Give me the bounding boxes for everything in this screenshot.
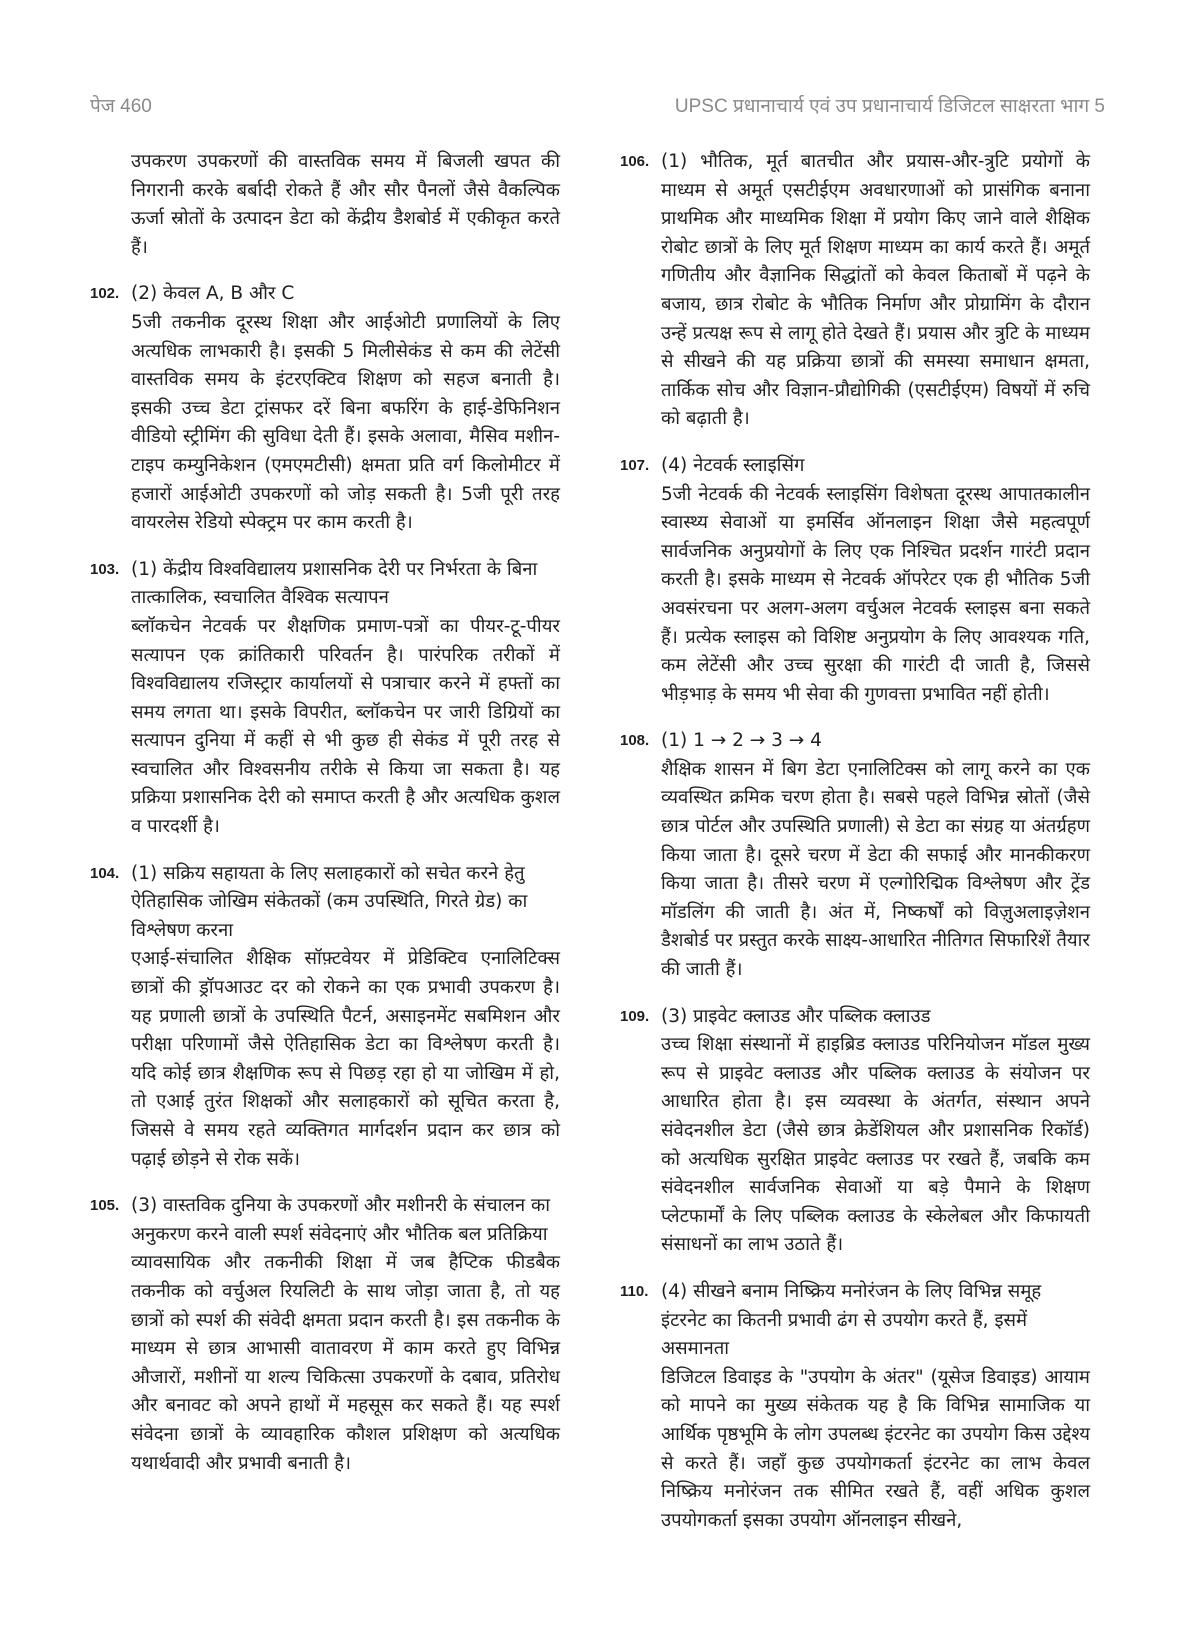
answer-item-107: [620, 452, 1090, 709]
answer-option: (1) केंद्रीय विश्वविद्यालय प्रशासनिक देरी पर निर्भरता के बिना तात्कालिक, स्वचालित वैश्विक सत्यापन: [131, 558, 538, 609]
answer-item-102: [90, 280, 560, 537]
answer-explanation: एआई-संचालित शैक्षिक सॉफ़्टवेयर में प्रेडिक्टिव एनालिटिक्स छात्रों की ड्रॉपआउट दर को रोकने का एक प्रभावी उपकरण है। यह प्रणाली छात्रों के उपस्थिति पैटर्न, असाइनमेंट सबमिशन और परीक्षा परिणामों जैसे ऐतिहासिक डेटा का विश्लेषण करती है। यदि कोई छात्र शैक्षणिक रूप से पिछड़ रहा हो या जोखिम में हो, तो एआई तुरंत शिक्षकों और सलाहकारों को सूचित करता है, जिससे वे समय रहते व्यक्तिगत मार्गदर्शन प्रदान कर छात्र को पढ़ाई छोड़ने से रोक सकें।: [131, 948, 560, 1170]
answer-item-104: [90, 860, 560, 1175]
answer-option: (3) प्राइवेट क्लाउड और पब्लिक क्लाउड: [661, 1005, 931, 1027]
answer-explanation: शैक्षिक शासन में बिग डेटा एनालिटिक्स को लागू करने का एक व्यवस्थित क्रमिक चरण होता है। सबसे पहले विभिन्न स्रोतों (जैसे छात्र पोर्टल और उपस्थिति प्रणाली) से डेटा का संग्रह या अंतर्ग्रहण किया जाता है। दूसरे चरण में डेटा की सफाई और मानकीकरण किया जाता है। तीसरे चरण में एल्गोरिद्मिक विश्लेषण और ट्रेंड मॉडलिंग की जाती है। अंत में, निष्कर्षों को विज़ुअलाइज़ेशन डैशबोर्ड पर प्रस्तुत करके साक्ष्य-आधारित नीतिगत सिफारिशें तैयार की जाती हैं।: [661, 758, 1090, 981]
answer-option: (2) केवल A, B और C: [131, 283, 295, 305]
answer-item-109: [620, 1003, 1090, 1260]
answer-explanation: 5जी तकनीक दूरस्थ शिक्षा और आईओटी प्रणालियों के लिए अत्यधिक लाभकारी है। इसकी 5 मिलीसेकंड से कम की लेटेंसी वास्तविक समय के इंटरएक्टिव शिक्षण को सहज बनाती है। इसकी उच्च डेटा ट्रांसफर दरें बिना बफरिंग के हाई-डेफिनिशन वीडियो स्ट्रीमिंग की सुविधा देती हैं। इसके अलावा, मैसिव मशीन-टाइप कम्युनिकेशन (एमएमटीसी) क्षमता प्रति वर्ग किलोमीटर में हजारों आईओटी उपकरणों को जोड़ सकती है। 5जी पूरी तरह वायरलेस रेडियो स्पेक्ट्रम पर काम करती है।: [131, 311, 560, 534]
answer-explanation: डिजिटल डिवाइड के "उपयोग के अंतर" (यूसेज डिवाइड) आयाम को मापने का मुख्य संकेतक यह है कि विभिन्न सामाजिक या आर्थिक पृष्ठभूमि के लोग उपलब्ध इंटरनेट का उपयोग किस उद्देश्य से करते हैं। जहाँ कुछ उपयोगकर्ता इंटरनेट का लाभ केवल निष्क्रिय मनोरंजन तक सीमित रखते हैं, वहीं अधिक कुशल उपयोगकर्ता इसका उपयोग ऑनलाइन सीखने,: [661, 1366, 1090, 1531]
book-title: UPSC प्रधानाचार्य एवं उप प्रधानाचार्य डिजिटल साक्षरता भाग 5: [674, 96, 1105, 117]
question-number: 110.: [620, 1282, 649, 1300]
answer-explanation: उच्च शिक्षा संस्थानों में हाइब्रिड क्लाउड परिनियोजन मॉडल मुख्य रूप से प्राइवेट क्लाउड और पब्लिक क्लाउड के संयोजन पर आधारित होता है। इस व्यवस्था के अंतर्गत, संस्थान अपने संवेदनशील डेटा (जैसे छात्र क्रेडेंशियल और प्रशासनिक रिकॉर्ड) को अत्यधिक सुरक्षित प्राइवेट क्लाउड पर रखते हैं, जबकि कम संवेदनशील सार्वजनिक सेवाओं या बड़े पैमाने के शिक्षण प्लेटफार्मों के लिए पब्लिक क्लाउड के स्केलेबल और किफायती संसाधनों का लाभ उठाते हैं।: [661, 1034, 1090, 1256]
question-number: 103.: [90, 560, 120, 578]
answer-option: (4) सीखने बनाम निष्क्रिय मनोरंजन के लिए विभिन्न समूह इंटरनेट का कितनी प्रभावी ढंग से उपयोग करते हैं, इसमें असमानता: [661, 1280, 1042, 1360]
page-header: [90, 92, 1105, 118]
answer-item-105: [90, 1192, 560, 1478]
page-number: पेज 460: [90, 96, 152, 117]
answer-option: (3) वास्तविक दुनिया के उपकरणों और मशीनरी के संचालन का अनुकरण करने वाली स्पर्श संवेदनाएं और भौतिक बल प्रतिक्रिया: [131, 1195, 551, 1245]
answer-explanation: ब्लॉकचेन नेटवर्क पर शैक्षणिक प्रमाण-पत्रों का पीयर-टू-पीयर सत्यापन एक क्रांतिकारी परिवर्तन है। पारंपरिक तरीकों में विश्वविद्यालय रजिस्ट्रार कार्यालयों से पत्राचार करने में हफ्तों का समय लगता था। इसके विपरीत, ब्लॉकचेन पर जारी डिग्रियों का सत्यापन दुनिया में कहीं से भी कुछ ही सेकंड में पूरी तरह से स्वचालित और विश्वसनीय तरीके से किया जा सकता है। यह प्रक्रिया प्रशासनिक देरी को समाप्त करती है और अत्यधिक कुशल व पारदर्शी है।: [131, 615, 560, 838]
question-number: 106.: [620, 153, 650, 170]
question-number: 102.: [90, 285, 120, 303]
question-number: 107.: [620, 456, 650, 474]
answer-explanation: 5जी नेटवर्क की नेटवर्क स्लाइसिंग विशेषता दूरस्थ आपातकालीन स्वास्थ्य सेवाओं या इमर्सिव ऑनलाइन शिक्षा जैसे महत्वपूर्ण सार्वजनिक अनुप्रयोगों के लिए एक निश्चित प्रदर्शन गारंटी प्रदान करती है। इसके माध्यम से नेटवर्क ऑपरेटर एक ही भौतिक 5जी अवसंरचना पर अलग-अलग वर्चुअल नेटवर्क स्लाइस बना सकते हैं। प्रत्येक स्लाइस को विशिष्ट अनुप्रयोग के लिए आवश्यक गति, कम लेटेंसी और उच्च सुरक्षा की गारंटी दी जाती है, जिससे भीड़भाड़ के समय भी सेवा की गुणवत्ता प्रभावित नहीं होती।: [661, 483, 1090, 705]
answer-item-103: [90, 556, 560, 842]
answer-item-106: [620, 148, 1090, 434]
answer-explanation: व्यावसायिक और तकनीकी शिक्षा में जब हैप्टिक फीडबैक तकनीक को वर्चुअल रियलिटी के साथ जोड़ा जाता है, तो यह छात्रों को स्पर्श की संवेदी क्षमता प्रदान करती है। इस तकनीक के माध्यम से छात्र आभासी वातावरण में काम करते हुए विभिन्न औजारों, मशीनों या शल्य चिकित्सा उपकरणों के दबाव, प्रतिरोध और बनावट को अपने हाथों में महसूस कर सकते हैं। यह स्पर्श संवेदना छात्रों के व्यावहारिक कौशल प्रशिक्षण को अत्यधिक यथार्थवादी और प्रभावी बनाती है।: [131, 1252, 560, 1474]
answer-item-108: [620, 727, 1090, 984]
left-column: [90, 148, 560, 1478]
question-number: 105.: [90, 1197, 120, 1215]
question-number: 104.: [90, 864, 120, 882]
answer-item-110: [620, 1278, 1090, 1535]
question-number: 109.: [620, 1007, 650, 1025]
continued-paragraph: उपकरण उपकरणों की वास्तविक समय में बिजली खपत की निगरानी करके बर्बादी रोकते हैं और सौर पैनलों जैसे वैकल्पिक ऊर्जा स्रोतों के उत्पादन डेटा को केंद्रीय डैशबोर्ड में एकीकृत करते हैं।: [131, 151, 560, 258]
answer-option: (1) 1 → 2 → 3 → 4: [661, 730, 822, 752]
answer-option: (4) नेटवर्क स्लाइसिंग: [661, 454, 805, 476]
right-column: [620, 148, 1090, 1535]
answer-explanation: (1) भौतिक, मूर्त बातचीत और प्रयास-और-त्रुटि प्रयोगों के माध्यम से अमूर्त एसटीईएम अवधारणाओं को प्रासंगिक बनाना प्राथमिक और माध्यमिक शिक्षा में प्रयोग किए जाने वाले शैक्षिक रोबोट छात्रों के लिए मूर्त शिक्षण माध्यम का कार्य करते हैं। अमूर्त गणितीय और वैज्ञानिक सिद्धांतों को केवल किताबों में पढ़ने के बजाय, छात्र रोबोट के भौतिक निर्माण और प्रोग्रामिंग के दौरान उन्हें प्रत्यक्ष रूप से लागू होते देखते हैं। प्रयास और त्रुटि के माध्यम से सीखने की यह प्रक्रिया छात्रों की समस्या समाधान क्षमता, तार्किक सोच और विज्ञान-प्रौद्योगिकी (एसटीईएम) विषयों में रुचि को बढ़ाती है।: [661, 151, 1090, 430]
answer-option: (1) सक्रिय सहायता के लिए सलाहकारों को सचेत करने हेतु ऐतिहासिक जोखिम संकेतकों (कम उपस्थिति, गिरते ग्रेड) का विश्लेषण करना: [131, 862, 528, 941]
question-number: 108.: [620, 732, 650, 750]
